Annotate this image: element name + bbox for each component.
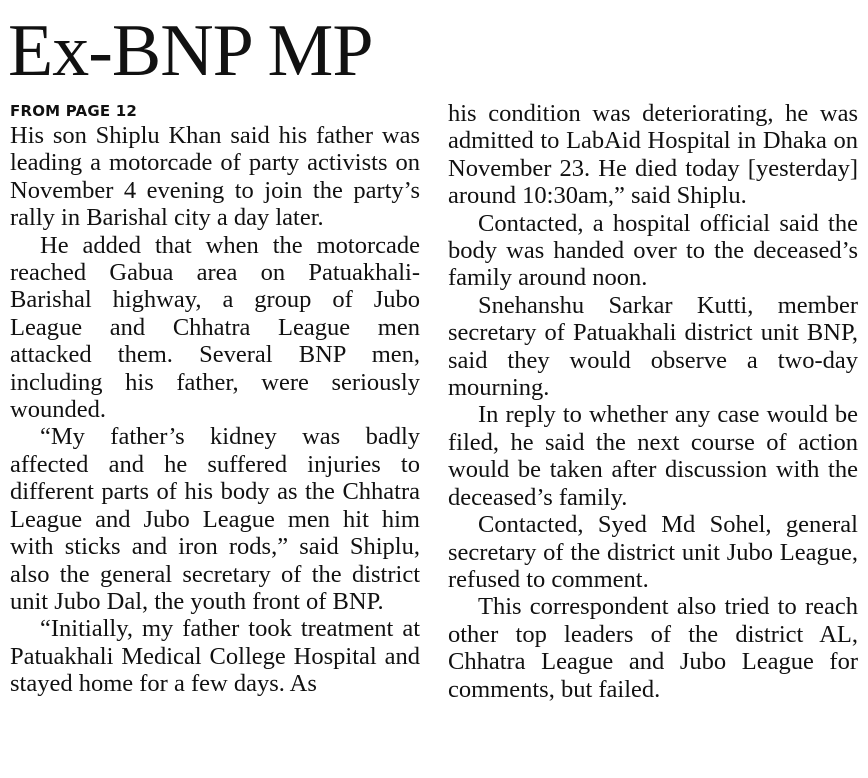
paragraph: Contacted, a hospital official said the body was handed over to the deceased’s family around noon.	[448, 209, 858, 292]
paragraph: This correspondent also tried to reach other top leaders of the district AL, Chhatra League and Jubo League for comments, but failed.	[448, 593, 858, 703]
paragraph: His son Shiplu Khan said his father was leading a motorcade of party activists on November 4 evening to join the party’s rally in Barishal city a day later.	[10, 122, 420, 232]
paragraph: “My father’s kidney was badly affected and he suffered injuries to different parts of his body as the Chhatra League and Jubo League men hit him with sticks and iron rods,” said Shiplu, also the general secretary of the district unit Jubo Dal, the youth front of BNP.	[10, 423, 420, 615]
paragraph: “Initially, my father took treatment at Patuakhali Medical College Hospital and stayed home for a few days. As	[10, 615, 420, 698]
paragraph: In reply to whether any case would be filed, he said the next course of action would be taken after discussion with the deceased’s family.	[448, 401, 858, 511]
paragraph: Snehanshu Sarkar Kutti, member secretary of Patuakhali district unit BNP, said they would observe a two-day mourning.	[448, 291, 858, 402]
right-column	[448, 100, 858, 703]
paragraph: Contacted, Syed Md Sohel, general secretary of the district unit Jubo League, refused to comment.	[448, 511, 858, 593]
paragraph: his condition was deteriorating, he was admitted to LabAid Hospital in Dhaka on November 23. He died today [yesterday] around 10:30am,” said Shiplu.	[448, 100, 858, 210]
headline: Ex-BNP MP	[8, 10, 373, 92]
paragraph: He added that when the motorcade reached Gabua area on Patuakhali-Barishal highway, a group of Jubo League and Chhatra League men attacked them. Several BNP men, including his father, were seriously wounded.	[10, 231, 420, 424]
jump-line: FROM PAGE 12	[10, 102, 137, 120]
left-column	[10, 100, 420, 698]
